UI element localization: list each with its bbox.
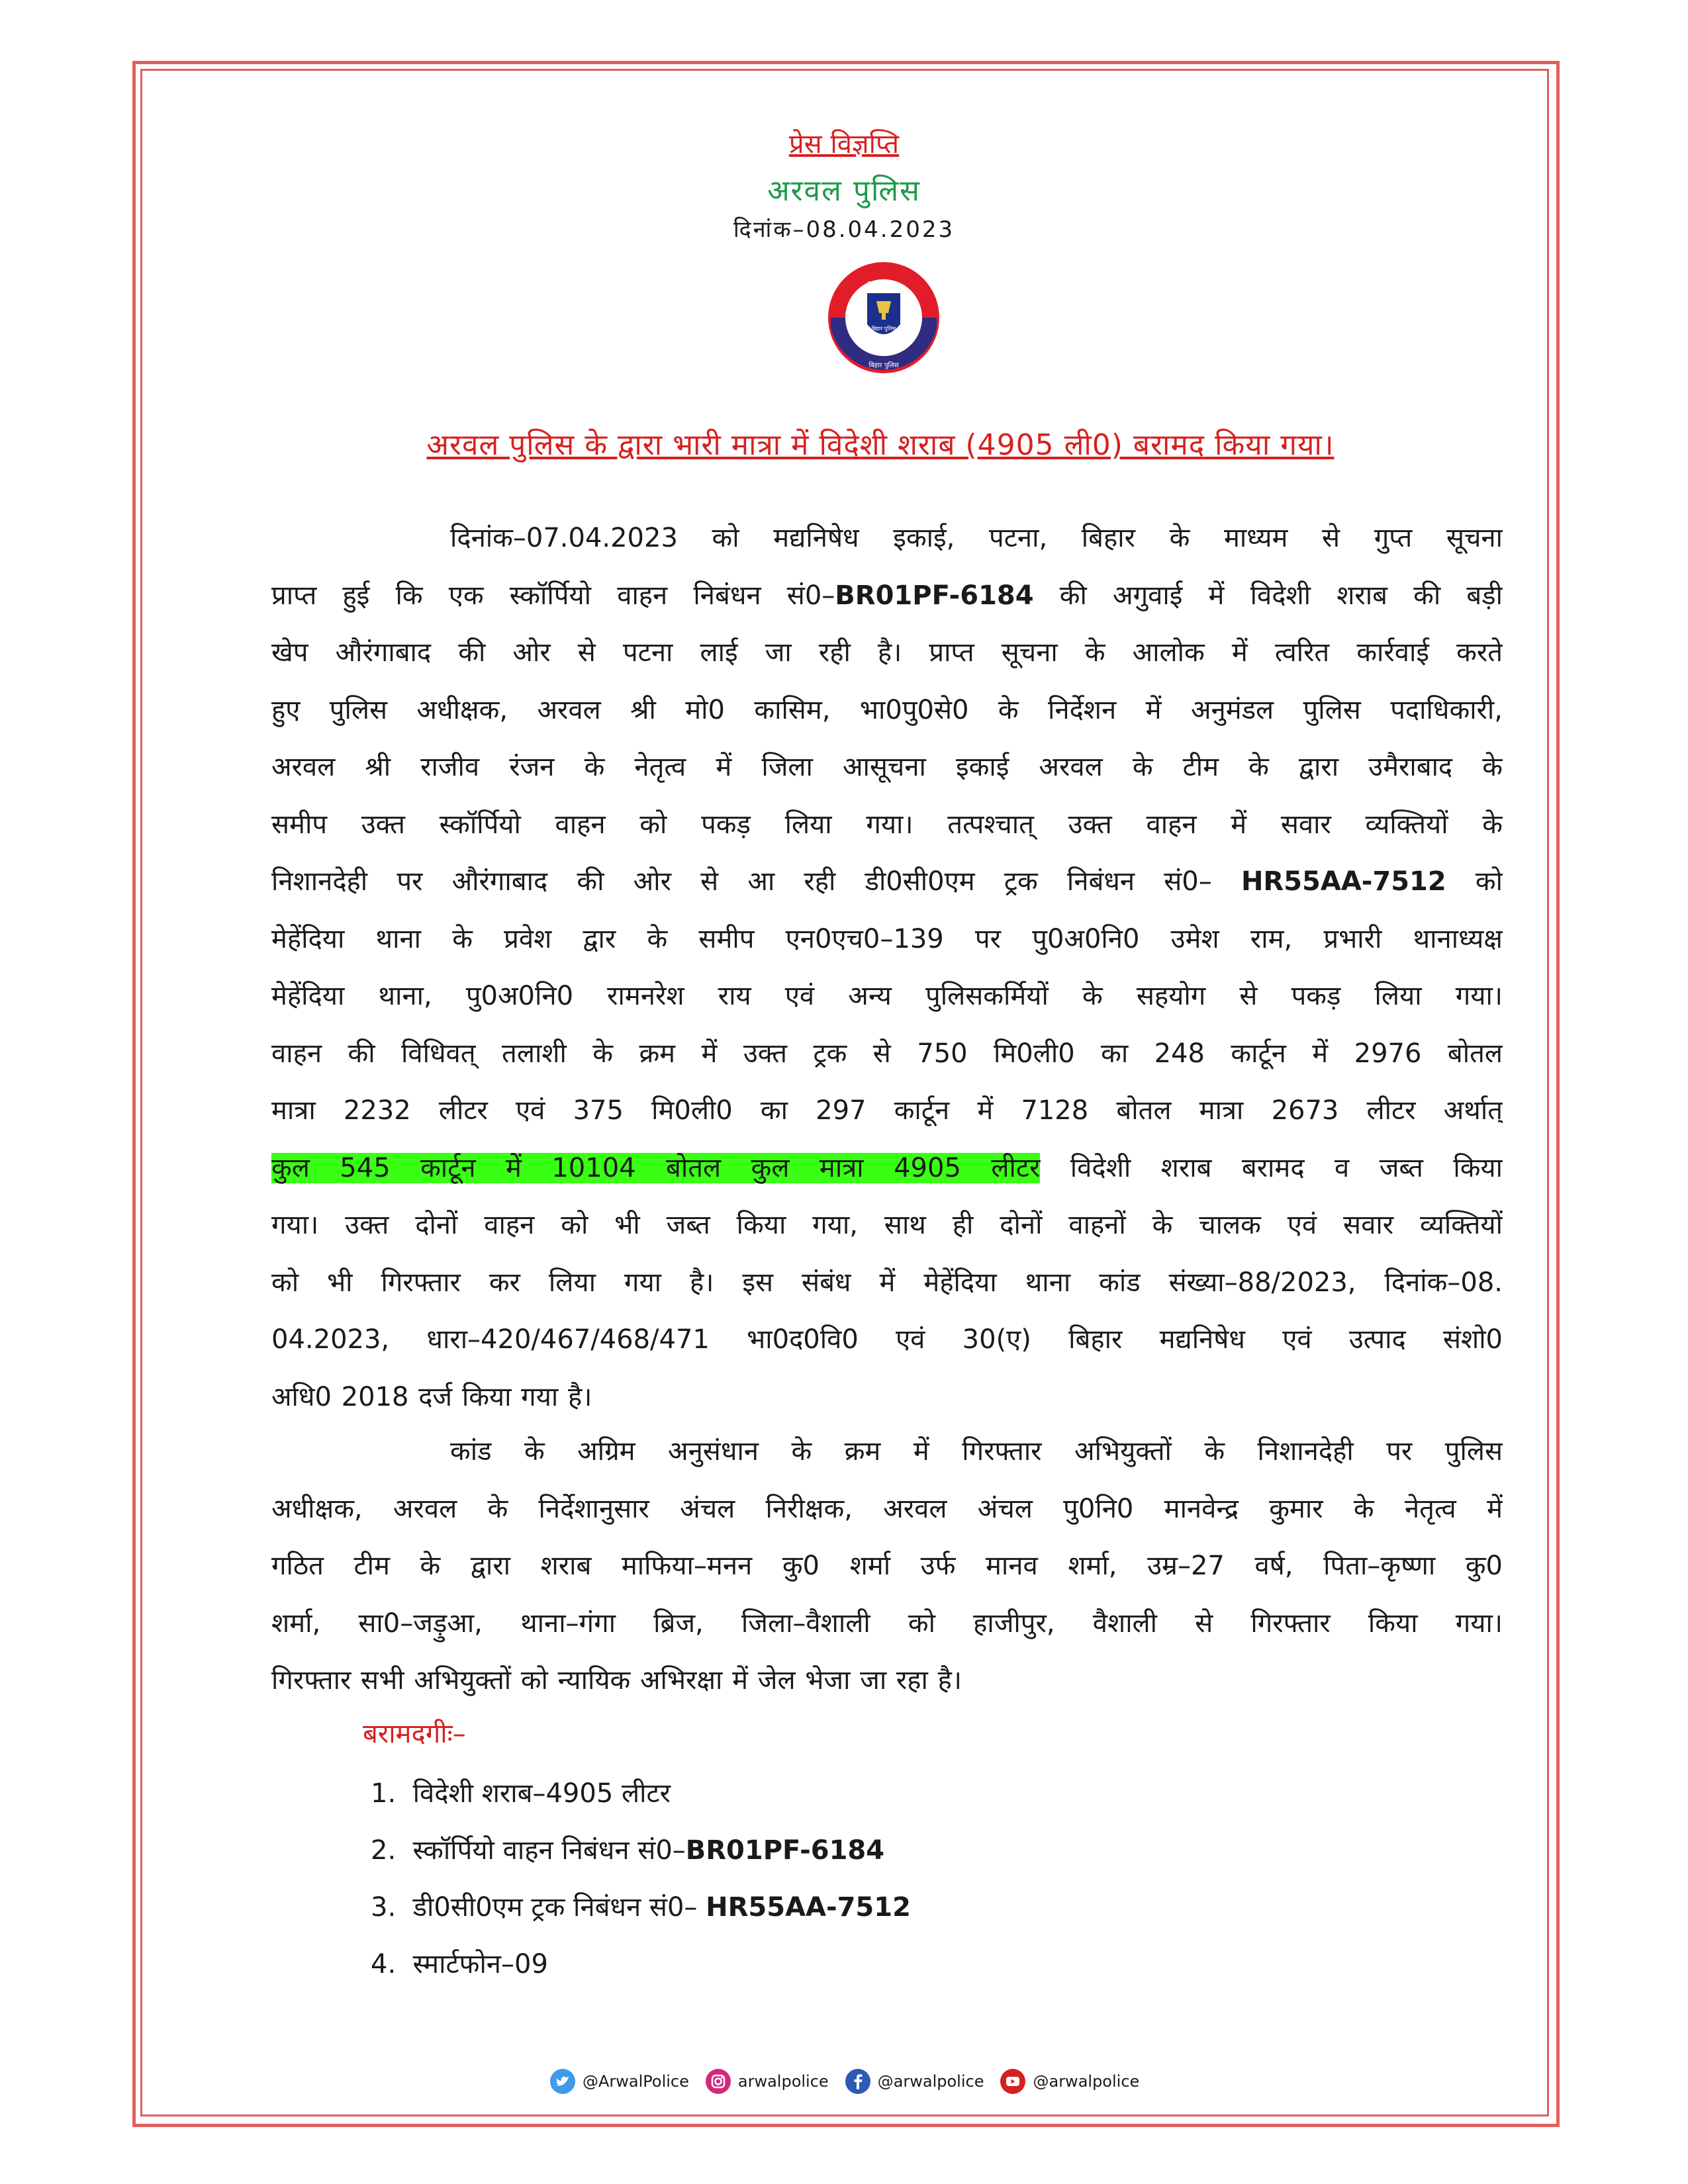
scorpio-registration: BR01PF-6184 <box>835 580 1034 611</box>
social-instagram[interactable] <box>705 2068 829 2095</box>
recovery-item: 2. स्कॉर्पियो वाहन निबंधन सं0–BR01PF-6184 <box>371 1835 885 1866</box>
para1-line-5: अरवल श्री राजीव रंजन के नेतृत्व में जिला आसूचना इकाई अरवल के टीम के द्वारा उमैराबाद के <box>271 752 1503 782</box>
para2-line-3: गठित टीम के द्वारा शराब माफिया–मनन कु0 शर्मा उर्फ मानव शर्मा, उम्र–27 वर्ष, पिता–कृष्णा कु0 <box>271 1551 1503 1581</box>
para1-line-12: कुल 545 कार्टून में 10104 बोतल कुल मात्रा 4905 लीटर विदेशी शराब बरामद व जब्त किया <box>271 1152 1503 1183</box>
para1-line-16: अधि0 2018 दर्ज किया गया है। <box>271 1381 592 1412</box>
issuing-unit: अरवल पुलिस <box>767 174 921 208</box>
logo-center-text: बिहार पुलिस <box>871 326 896 332</box>
para1-line-7: निशानदेही पर औरंगाबाद की ओर से आ रही डी0सी0एम ट्रक निबंधन सं0– HR55AA-7512 को <box>271 866 1503 897</box>
paragraph-main <box>271 510 1503 1426</box>
social-facebook[interactable] <box>845 2068 984 2095</box>
twitter-handle: @ArwalPolice <box>583 2072 689 2091</box>
para1-line-3: खेप औरंगाबाद की ओर से पटना लाई जा रही है। प्राप्त सूचना के आलोक में त्वरित कार्रवाई करते <box>271 637 1503 668</box>
social-youtube[interactable] <box>1000 2068 1139 2095</box>
recovery-item: 1. विदेशी शराब–4905 लीटर <box>371 1778 671 1809</box>
para1-line-4: हुए पुलिस अधीक्षक, अरवल श्री मो0 कासिम, भा0पु0से0 के निर्देशन में अनुमंडल पुलिस पदाधिकारी, <box>271 694 1503 725</box>
highlighted-total: कुल 545 कार्टून में 10104 बोतल कुल मात्रा 4905 लीटर <box>271 1152 1041 1183</box>
para1-line-9: मेहेंदिया थाना, पु0अ0नि0 रामनरेश राय एवं अन्य पुलिसकर्मियों के सहयोग से पकड़ लिया गया। <box>271 981 1503 1011</box>
logo-bottom-text: बिहार पुलिस <box>868 362 899 369</box>
para1-line-11: मात्रा 2232 लीटर एवं 375 मि0ली0 का 297 कार्टून में 7128 बोतल मात्रा 2673 लीटर अर्थात् <box>271 1095 1503 1126</box>
para2-line-2: अधीक्षक, अरवल के निर्देशानुसार अंचल निरीक्षक, अरवल अंचल पु0नि0 मानवेन्द्र कुमार के नेतृत्व में <box>271 1493 1503 1524</box>
social-footer <box>549 2066 1205 2097</box>
facebook-icon <box>845 2068 871 2095</box>
para2-line-5: गिरफ्तार सभी अभियुक्तों को न्यायिक अभिरक्षा में जेल भेजा जा रहा है। <box>271 1665 962 1696</box>
facebook-handle: @arwalpolice <box>877 2072 984 2091</box>
para1-line-13: गया। उक्त दोनों वाहन को भी जब्त किया गया, साथ ही दोनों वाहनों के चालक एवं सवार व्यक्तियों <box>271 1210 1503 1240</box>
recovery-item: 4. स्मार्टफोन–09 <box>371 1949 548 1979</box>
twitter-icon <box>549 2068 576 2095</box>
logo-top-text: बिहार पुलिस <box>867 281 900 290</box>
recovery-label: बरामदगीः– <box>363 1719 466 1749</box>
youtube-handle: @arwalpolice <box>1033 2072 1140 2091</box>
release-date: दिनांक–08.04.2023 <box>733 216 955 243</box>
para1-line-14: को भी गिरफ्तार कर लिया गया है। इस संबंध में मेहेंदिया थाना कांड संख्या–88/2023, दिनांक–08. <box>271 1267 1503 1298</box>
para2-line-4: शर्मा, सा0–जड़ुआ, थाना–गंगा ब्रिज, जिला–वैशाली को हाजीपुर, वैशाली से गिरफ्तार किया गया। <box>271 1608 1503 1639</box>
instagram-icon <box>705 2068 731 2095</box>
press-release-title: प्रेस विज्ञप्ति <box>788 129 900 159</box>
para1-line-8: मेहेंदिया थाना के प्रवेश द्वार के समीप एन0एच0–139 पर पु0अ0नि0 उमेश राम, प्रभारी थानाध्यक्ष <box>271 923 1503 954</box>
truck-registration: HR55AA-7512 <box>1241 866 1446 897</box>
paragraph-arrest <box>271 1423 1503 1709</box>
recovery-item: 3. डी0सी0एम ट्रक निबंधन सं0– HR55AA-7512 <box>371 1892 911 1923</box>
youtube-icon <box>1000 2068 1026 2095</box>
social-twitter[interactable] <box>549 2068 689 2095</box>
para1-line-15: 04.2023, धारा–420/467/468/471 भा0द0वि0 एवं 30(ए) बिहार मद्यनिषेध एवं उत्पाद संशो0 <box>271 1324 1503 1355</box>
para1-line-6: समीप उक्त स्कॉर्पियो वाहन को पकड़ लिया गया। तत्पश्चात् उक्त वाहन में सवार व्यक्तियों के <box>271 809 1503 840</box>
para2-line-1: कांड के अग्रिम अनुसंधान के क्रम में गिरफ्तार अभियुक्तों के निशानदेही पर पुलिस <box>450 1436 1503 1467</box>
para1-line-10: वाहन की विधिवत् तलाशी के क्रम में उक्त ट्रक से 750 मि0ली0 का 248 कार्टून में 2976 बोतल <box>271 1038 1503 1069</box>
instagram-handle: arwalpolice <box>737 2072 829 2091</box>
para1-line-1: दिनांक–07.04.2023 को मद्यनिषेध इकाई, पटना, बिहार के माध्यम से गुप्त सूचना <box>450 523 1503 553</box>
headline: अरवल पुलिस के द्वारा भारी मात्रा में विदेशी शराब (4905 ली0) बरामद किया गया। <box>426 428 1335 462</box>
bihar-police-logo <box>827 261 940 374</box>
para1-line-2: प्राप्त हुई कि एक स्कॉर्पियो वाहन निबंधन सं0–BR01PF-6184 की अगुवाई में विदेशी शराब की बड़ी <box>271 580 1503 611</box>
